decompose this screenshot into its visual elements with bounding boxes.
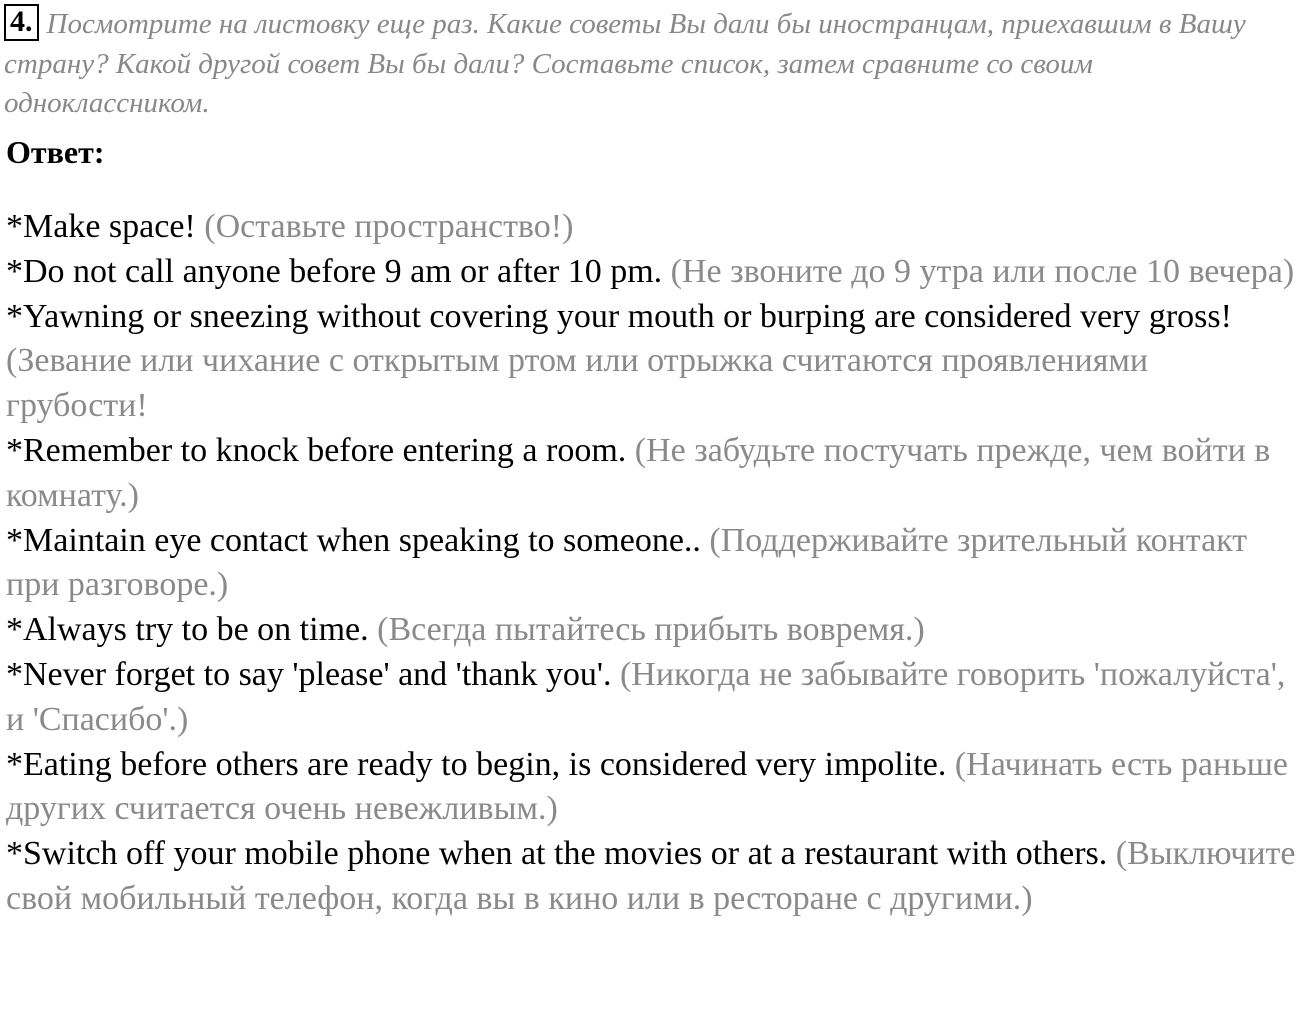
- list-item: [6, 743, 1298, 833]
- task-statement: [4, 4, 1294, 124]
- advice-russian: (Выключите свой мобильный телефон, когда вы в кино или в ресторане с другими.): [6, 835, 1296, 917]
- answer-list: [6, 205, 1298, 922]
- advice-english: *Do not call anyone before 9 am or after 10 pm.: [6, 252, 671, 290]
- advice-russian: (Оставьте пространство!): [204, 208, 574, 245]
- advice-russian: (Не забудьте постучать прежде, чем войти в комнату.): [6, 431, 1271, 514]
- advice-english: *Always try to be on time.: [6, 611, 378, 649]
- advice-russian: (Поддерживайте зрительный контакт при разговоре.): [6, 521, 1248, 604]
- task-number: 4.: [4, 4, 39, 41]
- advice-english: *Never forget to say 'please' and 'thank you'.: [6, 655, 620, 693]
- advice-russian: (Не звоните до 9 утра или после 10 вечера): [670, 252, 1295, 290]
- advice-russian: (Зевание или чихание с открытым ртом или отрыжка считаются проявлениями грубости!: [6, 342, 1149, 425]
- task-text: Посмотрите на листовку еще раз. Какие советы Вы дали бы иностранцам, приехавшим в Вашу страну? Какой другой совет Вы бы дали? Составьте список, затем сравните со своим одноклассником.: [4, 8, 1246, 119]
- advice-english: *Eating before others are ready to begin, is considered very impolite.: [6, 745, 955, 783]
- list-item: [6, 295, 1298, 429]
- list-item: [6, 832, 1298, 922]
- advice-english: *Yawning or sneezing without covering your mouth or burping are considered very gross!: [6, 297, 1232, 335]
- list-item: [6, 519, 1298, 609]
- list-item: [6, 205, 1298, 250]
- list-item: [6, 653, 1298, 743]
- advice-english: *Remember to knock before entering a room.: [6, 431, 635, 469]
- advice-russian: (Всегда пытайтесь прибыть вовремя.): [377, 611, 925, 649]
- list-item: [6, 429, 1298, 519]
- list-item: [6, 250, 1298, 295]
- answer-label: Ответ:: [6, 134, 105, 170]
- advice-english: *Maintain eye contact when speaking to someone..: [6, 521, 710, 559]
- list-item: [6, 608, 1298, 653]
- advice-english: *Switch off your mobile phone when at the movies or at a restaurant with others.: [6, 835, 1116, 873]
- advice-russian: (Никогда не забывайте говорить 'пожалуйста', и 'Спасибо'.): [6, 655, 1286, 738]
- advice-russian: (Начинать есть раньше других считается очень невежливым.): [6, 745, 1288, 828]
- advice-english: *Make space!: [6, 208, 205, 245]
